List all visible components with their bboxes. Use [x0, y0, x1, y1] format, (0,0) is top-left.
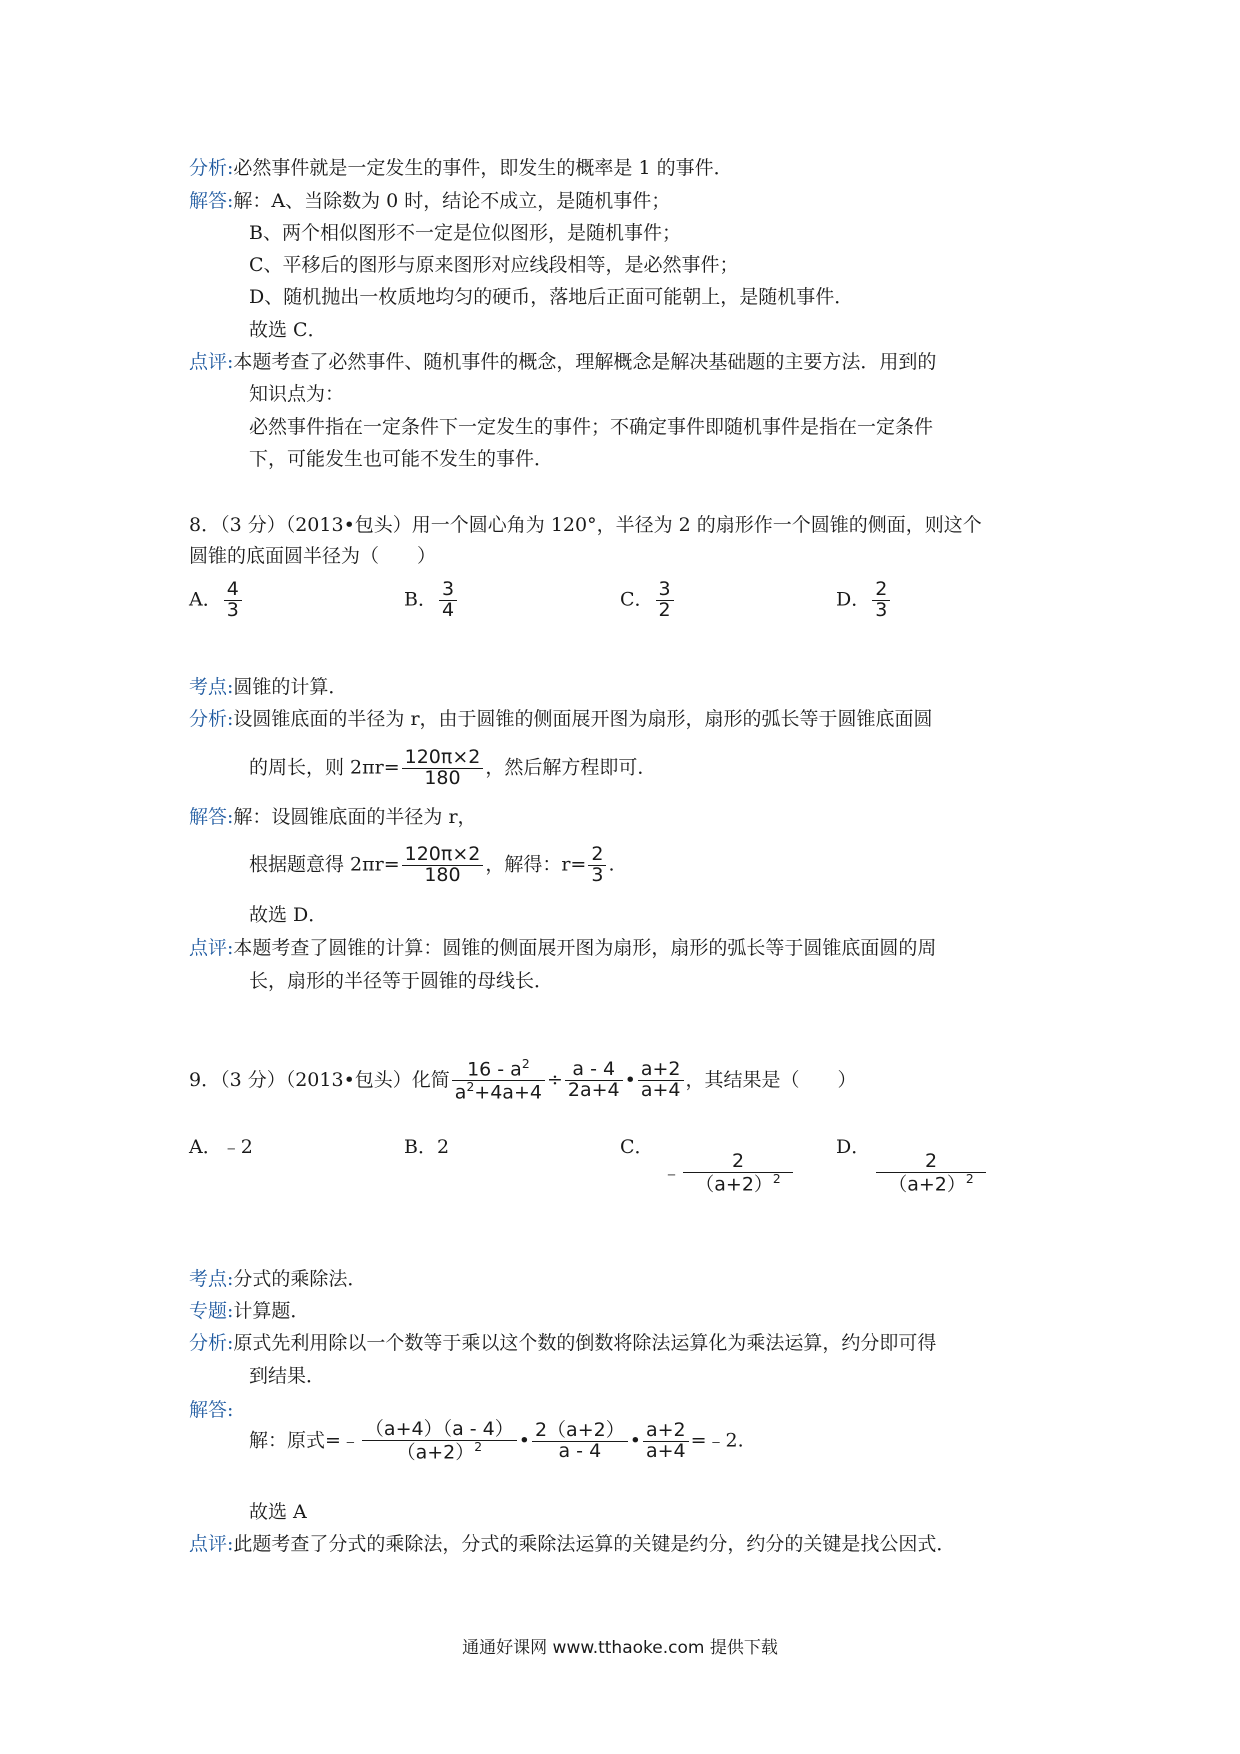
q7-answer-line-4: D、随机抛出一枚质地均匀的硬币，落地后正面可能朝上，是随机事件．: [249, 286, 854, 308]
point-text: 圆锥的计算．: [233, 676, 348, 698]
q8-answer-line-2: 根据题意得 2πr= $\frac{120\pi\times 2}{180}$ ，解得：r= $\frac{2}{3}$ .: [249, 843, 615, 886]
q9-analysis-line-2: 到结果．: [249, 1365, 326, 1387]
stem-fraction-1: $\frac{16 - a^2}{a^2+4a+4}$: [452, 1058, 545, 1104]
analysis-label: 分析:: [189, 157, 234, 179]
q8-comment-line-1: [189, 939, 936, 958]
q7-comment-line-3: 必然事件指在一定条件下一定发生的事件；不确定事件即随机事件是指在一定条件: [249, 416, 934, 438]
multiply-dot: •: [624, 1068, 636, 1091]
point-label: 考点:: [189, 1268, 234, 1290]
analysis-label: 分析:: [189, 1332, 234, 1354]
q7-answer-line-2: B、两个相似图形不一定是位似图形，是随机事件；: [249, 222, 681, 244]
q7-analysis-line: [189, 159, 733, 178]
q9-answer-final: 故选 A: [249, 1501, 307, 1523]
answer-fraction-3: $\frac{a+2}{a+4}$: [643, 1421, 689, 1462]
q9-point-line: [189, 1270, 366, 1289]
formula-fraction: $\frac{120\pi\times 2}{180}$: [402, 845, 484, 886]
q8-stem-line-1: 8．（3 分）（2013•包头）用一个圆心角为 120°，半径为 2 的扇形作一个圆锥的侧面，则这个: [189, 514, 982, 536]
q7-comment-line-1: [189, 353, 936, 372]
q9-comment-line: [189, 1535, 955, 1554]
option-letter: A．: [189, 588, 222, 611]
comment-text: 此题考查了分式的乘除法，分式的乘除法运算的关键是约分，约分的关键是找公因式．: [233, 1533, 956, 1555]
page-footer: 通通好课网 www.tthaoke.com 提供下载: [462, 1638, 778, 1658]
answer-fraction-1: $\frac{(a+4)(a - 4)}{(a+2)^2}$: [362, 1420, 517, 1463]
q8-answer-line-1: [189, 808, 477, 827]
comment-label: 点评:: [189, 1533, 234, 1555]
option-fraction: $\frac{3}{2}$: [656, 580, 674, 621]
option-fraction: $\frac{4}{3}$: [224, 580, 242, 621]
q9-answer-formula: 解：原式=﹣ $\frac{(a+4)(a - 4)}{(a+2)^2}$ • $\frac{2(a+2)}{a - 4}$ • $\frac{a+2}{a+4}$ =﹣2.: [249, 1418, 744, 1464]
option-fraction: $\frac{3}{4}$: [439, 580, 457, 621]
answer-fraction-2: $\frac{2(a+2)}{a - 4}$: [532, 1421, 628, 1462]
comment-text: 本题考查了必然事件、随机事件的概念，理解概念是解决基础题的主要方法．用到的: [233, 351, 937, 373]
analysis-text: 原式先利用除以一个数等于乘以这个数的倒数将除法运算化为乘法运算，约分即可得: [233, 1332, 937, 1354]
q7-answer-line-1: [189, 192, 670, 211]
option-fraction: $\frac{2}{(a+2)^2}$: [876, 1152, 986, 1195]
q8-point-line: [189, 678, 347, 697]
q8-stem-line-2: 圆锥的底面圆半径为（ ）: [189, 545, 437, 567]
comment-label: 点评:: [189, 351, 234, 373]
result-fraction: $\frac{2}{3}$: [588, 845, 606, 886]
q8-option-a: [189, 580, 244, 621]
stem-fraction-3: $\frac{a+2}{a+4}$: [638, 1060, 684, 1101]
option-fraction: $\frac{2}{3}$: [872, 580, 890, 621]
q7-answer-line-3: C、平移后的图形与原来图形对应线段相等，是必然事件；: [249, 254, 739, 276]
analysis-text: 必然事件就是一定发生的事件，即发生的概率是 1 的事件．: [233, 157, 733, 179]
option-fraction: $\frac{2}{(a+2)^2}$: [683, 1152, 793, 1195]
comment-text: 本题考查了圆锥的计算：圆锥的侧面展开图为扇形，扇形的弧长等于圆锥底面圆的周: [233, 937, 937, 959]
q9-option-a: A．﹣2: [189, 1136, 253, 1158]
option-letter: B．: [404, 588, 437, 611]
q9-option-d: [874, 1152, 988, 1195]
q9-option-c: ﹣ $\frac{2}{(a+2)^2}$: [662, 1152, 795, 1195]
formula-fraction: $\frac{120\pi\times 2}{180}$: [402, 748, 484, 789]
option-letter: D．: [836, 588, 871, 611]
q9-option-b: B．2: [404, 1136, 450, 1158]
q7-comment-line-2: 知识点为：: [249, 383, 345, 405]
q7-comment-line-4: 下，可能发生也可能不发生的事件．: [249, 448, 554, 470]
q8-comment-line-2: 长，扇形的半径等于圆锥的母线长．: [249, 970, 554, 992]
q9-analysis-line-1: [189, 1334, 936, 1353]
q8-answer-line-3: 故选 D．: [249, 904, 328, 926]
answer-label: 解答:: [189, 806, 234, 828]
q8-analysis-line-1: [189, 710, 933, 729]
q7-answer-line-5: 故选 C．: [249, 319, 327, 341]
q9-option-d-letter: D．: [836, 1136, 871, 1158]
answer-text: 解：A、当除数为 0 时，结论不成立，是随机事件；: [233, 190, 671, 212]
topic-label: 专题:: [189, 1300, 234, 1322]
divide-sign: ÷: [546, 1068, 563, 1091]
q8-option-d: [836, 580, 892, 621]
point-text: 分式的乘除法．: [233, 1268, 367, 1290]
point-label: 考点:: [189, 676, 234, 698]
q9-topic-line: [189, 1302, 309, 1321]
q8-option-c: [620, 580, 676, 621]
analysis-label: 分析:: [189, 708, 234, 730]
option-letter: C．: [620, 588, 654, 611]
q9-stem: 9．（3 分）（2013•包头）化简 $\frac{16 - a^2}{a^2+4a+4}$ ÷ $\frac{a - 4}{2a+4}$ • $\frac{a+2}{a+4}$ ，其结果是（ ）: [189, 1057, 857, 1104]
q8-option-b: [404, 580, 459, 621]
answer-text: 解：设圆锥底面的半径为 r，: [233, 806, 477, 828]
q9-answer-label: 解答:: [189, 1399, 234, 1421]
topic-text: 计算题．: [233, 1300, 310, 1322]
comment-label: 点评:: [189, 937, 234, 959]
stem-fraction-2: $\frac{a - 4}{2a+4}$: [565, 1060, 623, 1101]
q9-option-c-letter: C．: [620, 1136, 654, 1158]
analysis-text: 设圆锥底面的半径为 r，由于圆锥的侧面展开图为扇形，扇形的弧长等于圆锥底面圆: [233, 708, 933, 730]
answer-label: 解答:: [189, 190, 234, 212]
q8-analysis-line-2: 的周长，则 2πr= $\frac{120\pi\times 2}{180}$ ，然后解方程即可．: [249, 746, 657, 789]
